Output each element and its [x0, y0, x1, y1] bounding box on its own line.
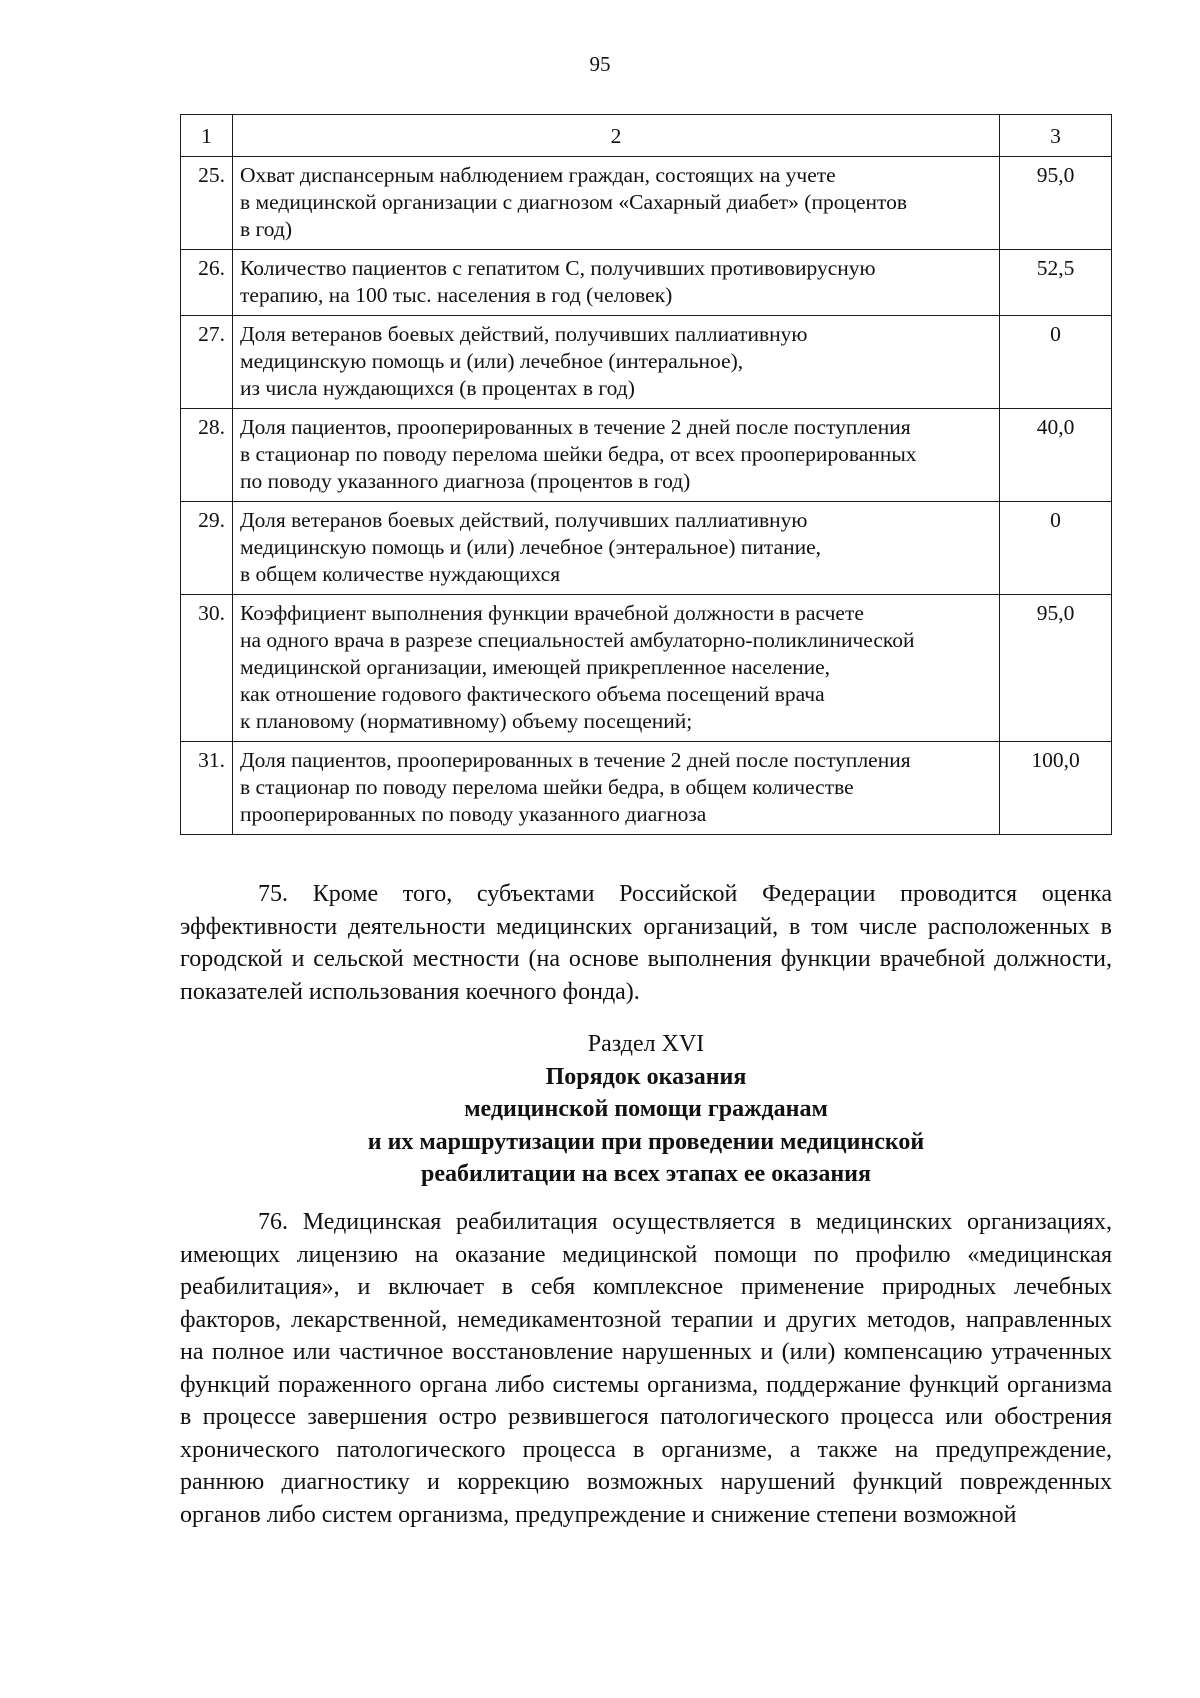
row-number: 27.: [181, 316, 233, 409]
indicators-table: [180, 114, 1112, 835]
table-row: [181, 595, 1112, 742]
indicator-value: 40,0: [1000, 409, 1112, 502]
indicator-value: 95,0: [1000, 595, 1112, 742]
paragraph-75: 75. Кроме того, субъектами Российской Федерации проводится оценка эффективности деятельности медицинских организаций, в том числе расположенных в городской и сельской местности (на основе выполнения функции врачебной должности, показателей использования коечного фонда).: [180, 881, 1112, 1005]
column-header: 3: [1000, 115, 1112, 157]
row-number: 25.: [181, 157, 233, 250]
column-header: 1: [181, 115, 233, 157]
page-number: 95: [589, 52, 611, 76]
indicator-value: 100,0: [1000, 742, 1112, 835]
section-title: Порядок оказания медицинской помощи гражданам и их маршрутизации при проведении медицинской реабилитации на всех этапах ее оказания: [367, 1063, 925, 1187]
row-number: 31.: [181, 742, 233, 835]
row-number: 26.: [181, 250, 233, 316]
table-header-row: [181, 115, 1112, 157]
indicator-name: Доля ветеранов боевых действий, получивших паллиативную медицинскую помощь и (или) лечебное (энтеральное) питание, в общем количестве нуждающихся: [233, 502, 1000, 595]
indicator-value: 95,0: [1000, 157, 1112, 250]
paragraph-76: 76. Медицинская реабилитация осуществляется в медицинских организациях, имеющих лицензию на оказание медицинской помощи по профилю «медицинская реабилитация», и включает в себя комплексное применение природных лечебных факторов, лекарственной, немедикаментозной терапии и других методов, направленных на полное или частичное восстановление нарушенных и (или) компенсацию утраченных функций пораженного органа либо системы организма, поддержание функций организма в процессе завершения остро резвившегося патологического процесса или обострения хронического патологического процесса в организме, а также на предупреждение, раннюю диагностику и коррекцию возможных нарушений функций поврежденных органов либо систем организма, предупреждение и снижение степени возможной: [180, 1209, 1112, 1528]
table-row: [181, 409, 1112, 502]
indicator-name: Коэффициент выполнения функции врачебной должности в расчете на одного врача в разрезе специальностей амбулаторно-поликлинической медицинской организации, имеющей прикрепленное население, как отношение годового фактического объема посещений врача к плановому (нормативному) объему посещений;: [233, 595, 1000, 742]
indicator-value: 0: [1000, 502, 1112, 595]
column-header: 2: [233, 115, 1000, 157]
indicator-name: Доля пациентов, прооперированных в течение 2 дней после поступления в стационар по поводу перелома шейки бедра, от всех прооперированных по поводу указанного диагноза (процентов в год): [233, 409, 1000, 502]
table-row: [181, 250, 1112, 316]
indicator-name: Количество пациентов с гепатитом С, получивших противовирусную терапию, на 100 тыс. населения в год (человек): [233, 250, 1000, 316]
indicator-name: Доля пациентов, прооперированных в течение 2 дней после поступления в стационар по поводу перелома шейки бедра, в общем количестве прооперированных по поводу указанного диагноза: [233, 742, 1000, 835]
indicator-name: Доля ветеранов боевых действий, получивших паллиативную медицинскую помощь и (или) лечебное (интеральное), из числа нуждающихся (в процентах в год): [233, 316, 1000, 409]
indicator-value: 52,5: [1000, 250, 1112, 316]
section-heading: [180, 1028, 1112, 1191]
table-row: [181, 742, 1112, 835]
row-number: 28.: [181, 409, 233, 502]
table-row: [181, 316, 1112, 409]
table-row: [181, 502, 1112, 595]
table-row: [181, 157, 1112, 250]
section-label: Раздел XVI: [587, 1031, 705, 1057]
row-number: 29.: [181, 502, 233, 595]
row-number: 30.: [181, 595, 233, 742]
indicator-name: Охват диспансерным наблюдением граждан, состоящих на учете в медицинской организации с диагнозом «Сахарный диабет» (процентов в год): [233, 157, 1000, 250]
indicator-value: 0: [1000, 316, 1112, 409]
